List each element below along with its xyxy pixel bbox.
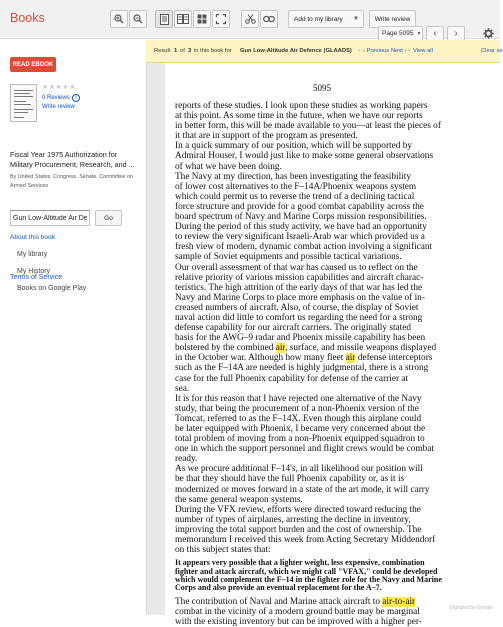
top-toolbar: [0, 0, 500, 39]
page-line-text: Admiral Houser, I would just like to make some general observations: [175, 151, 434, 162]
page-line-text: case for the full Phoenix capability for defense of the carrier at: [175, 373, 409, 384]
page-line-text: During the period of this study activity, we have had an opportunity: [175, 222, 427, 233]
page-line-text: It is for this reason that I have rejected one alternative of the Navy: [175, 393, 422, 404]
page-line: [175, 434, 497, 444]
page-line: [175, 151, 497, 161]
page-line-text: The Navy at my direction, has been investigating the feasibility: [175, 171, 411, 182]
page-line: [175, 464, 497, 474]
page-line-text: fighter and attack aircraft, which we might call "VFAX," could be developed: [175, 566, 438, 576]
page-line-text: total problem of moving from a non-Phoenix equipped squadron to: [175, 434, 425, 445]
scissors-icon: [245, 14, 256, 24]
zoom-out-button[interactable]: [129, 10, 147, 28]
page-line: [175, 525, 497, 535]
page-line: [175, 121, 497, 131]
page-line: [175, 444, 497, 454]
book-page[interactable]: [165, 63, 501, 627]
page-line: [175, 212, 497, 222]
fullscreen-icon: [216, 14, 226, 24]
page-line: [175, 505, 497, 515]
book-cover-thumbnail[interactable]: [10, 84, 37, 122]
read-ebook-button[interactable]: READ EBOOK: [10, 57, 56, 72]
page-line: [175, 252, 497, 262]
write-review-link[interactable]: Write review: [42, 104, 75, 110]
chevron-left-icon: ‹: [433, 27, 437, 39]
result-query: Gun Low-Altitude Air Defence (GLAADS): [240, 48, 352, 54]
write-review-label: Write review: [374, 15, 411, 23]
page-line: [175, 545, 497, 555]
page-line: [175, 584, 497, 592]
about-this-book-link[interactable]: About this book: [10, 234, 55, 241]
page-line-text: In a quick summary of our position, which will be supported by: [175, 141, 413, 152]
page-line: [175, 242, 497, 252]
result-prefix: Result: [154, 48, 171, 54]
terms-of-service-link[interactable]: Terms of Service: [10, 274, 63, 281]
page-line: [175, 374, 497, 384]
page-line: [175, 353, 497, 363]
result-index: 1: [174, 48, 178, 54]
thumbnail-view-button[interactable]: [193, 10, 211, 28]
page-line-text: Tomcat, referred to as the F–14X. Even though this airplane could: [175, 413, 422, 424]
chevron-down-icon: ▼: [416, 30, 422, 37]
chevron-right-icon: ›: [454, 27, 458, 39]
page-line: [175, 141, 497, 151]
page-line-text: teristics. The high attrition of the early days of that war has led the: [175, 282, 423, 293]
page-line: [175, 263, 497, 273]
page-line-text: bolstered by the combined: [175, 343, 276, 354]
page-line: [175, 303, 497, 313]
page-line-text: Navy and Marine Corps to place more emphasis on the value of in-: [175, 292, 425, 303]
page-line: [175, 323, 497, 333]
link-icon: [263, 15, 275, 23]
page-line: [175, 172, 497, 182]
chevron-down-icon: ▼: [353, 16, 359, 22]
rating-stars[interactable]: ★★★★★: [42, 84, 76, 91]
zoom-in-button[interactable]: [110, 10, 128, 28]
add-to-library-label: Add to my library: [294, 15, 343, 23]
go-button[interactable]: Go: [95, 210, 122, 226]
page-line-text: force structure and provide for a good combat capability across the: [175, 201, 424, 212]
page-line-text: it that are in support of the program as presented.: [175, 131, 358, 142]
page-line: [175, 404, 497, 414]
sidebar: [0, 40, 146, 615]
gear-icon: [483, 28, 494, 39]
page-line-text: at this point. As some time in the future, when we have our reports: [175, 111, 423, 122]
add-to-library-dropdown[interactable]: [288, 10, 364, 28]
page-line-text: be that they should have the full Phoenix capability or, as it is: [175, 474, 405, 485]
page-line: [175, 182, 497, 192]
book-title: Fiscal Year 1975 Authorization for Military Procurement, Research, and ...: [10, 150, 135, 169]
page-line: [175, 222, 497, 232]
clip-button[interactable]: [241, 10, 259, 28]
page-text: [175, 101, 497, 627]
result-total: 3: [188, 48, 192, 54]
two-page-icon: [177, 14, 189, 24]
page-line: [175, 617, 497, 627]
result-separator: -: [408, 48, 410, 54]
page-line-text: be later equipped with Phoenix, I became very concerned about the: [175, 424, 426, 434]
page-line: [175, 293, 497, 303]
page-line: [175, 454, 497, 464]
page-line: [175, 424, 497, 434]
previous-result-link[interactable]: ‹ Previous: [363, 48, 390, 54]
search-in-book-input[interactable]: [10, 210, 90, 226]
search-highlight: air-to-air: [382, 596, 416, 607]
settings-button[interactable]: [478, 26, 498, 41]
page-line: [175, 515, 497, 525]
result-of: of: [180, 48, 185, 54]
page-line-text: with the existing inventory but can be improved with a higher per-: [175, 616, 422, 627]
digitized-watermark: Digitized by Google: [449, 605, 493, 611]
page-line-text: memorandum I received this week from Acting Secretary Middendorf: [175, 535, 436, 546]
page-line: [175, 414, 497, 424]
page-line-text: naval action did little to comfort us regarding the need for a strong: [175, 312, 423, 323]
page-line: [175, 101, 497, 111]
page-line: [175, 111, 497, 121]
single-page-icon: [160, 14, 169, 25]
page-line-text: During the VFX review, efforts were directed toward reducing the: [175, 504, 421, 515]
page-line-text: reports of these studies. I look upon these studies as working papers: [175, 101, 428, 111]
book-author: By United States. Congress. Senate. Committee on Armed Services: [10, 174, 133, 189]
search-highlight: air: [345, 353, 356, 364]
reviews-link[interactable]: 0 Reviews: [42, 95, 70, 101]
page-line-text: Corps and also provide an eventual replacement for the A–7.: [175, 583, 382, 593]
page-line-text: which could permit us to reverse the trend of a declining tactical: [175, 191, 415, 202]
fullscreen-button[interactable]: [212, 10, 230, 28]
page-line-text: relative priority of various mission capabilities and aircraft charac-: [175, 272, 424, 283]
sidebar-item-my-history[interactable]: My History: [17, 268, 51, 275]
page-line-text: modernized or moves forward in a state of the art mode, it will carry: [175, 484, 430, 495]
page-line: [175, 495, 497, 505]
page-line-text: defense interceptors: [355, 353, 433, 364]
page-line: [175, 343, 497, 353]
page-line: [175, 202, 497, 212]
page-line-text: As we procure additional F–14's, in all likelihood our position will: [175, 464, 423, 475]
page-line: [175, 273, 497, 283]
page-line-text: one in which the support personnel and flight crews would be combat: [175, 444, 434, 455]
page-line-text: of what we have been doing.: [175, 161, 282, 172]
page-number: 5095: [313, 83, 331, 93]
page-line: [175, 333, 497, 343]
grid-icon: [197, 14, 207, 24]
page-line: [175, 363, 497, 373]
page-line-text: defense capability for our aircraft carriers. The originally stated: [175, 323, 412, 334]
page-line: [175, 192, 497, 202]
page-line: [175, 131, 497, 141]
result-separator: -: [358, 48, 360, 54]
page-line: [175, 283, 497, 293]
page-line-text: creased numbers of aircraft. Also, of course, the display of Soviet: [175, 302, 419, 313]
view-all-results-link[interactable]: View all: [413, 48, 433, 54]
page-line-text: It appears very possible that a lighter weight, less expensive, combination: [175, 558, 425, 568]
page-line-text: fresh view of modern, dynamic combat action involving a significant: [175, 242, 433, 253]
page-line-text: basis for the AWG–9 radar and Phoenix missile capability has been: [175, 333, 426, 344]
page-selector[interactable]: [378, 26, 423, 41]
page-line: [175, 535, 497, 545]
sidebar-item-google-play[interactable]: Books on Google Play: [17, 285, 87, 292]
result-middle: in this book for: [194, 48, 232, 54]
book-viewer[interactable]: [146, 63, 500, 627]
page-line-text: to review the very significant Israeli-Arab war which provided us a: [175, 232, 425, 243]
page-line-text: The contribution of Naval and Marine attack aircraft to: [175, 596, 383, 607]
page-line-text: ready.: [175, 454, 198, 465]
next-page-button[interactable]: [447, 26, 465, 41]
page-line: [175, 474, 497, 484]
clear-search-link[interactable]: Clear se: [481, 48, 503, 54]
page-line: [175, 384, 497, 394]
single-page-view-button[interactable]: [155, 10, 173, 28]
link-button[interactable]: [260, 10, 278, 28]
search-result-bar: [146, 40, 503, 63]
page-line: [175, 485, 497, 495]
page-line: [175, 313, 497, 323]
page-line-text: on this subject states that:: [175, 545, 271, 556]
page-line-text: in better form, this will be made available to you—at least the pieces of: [175, 121, 441, 132]
page-line-text: study, that being the procurement of a non-Phoenix version of the: [175, 403, 419, 414]
page-line-text: which would complement the F–14 in the fighter role for the Navy and Marine: [175, 575, 442, 584]
page-line-text: combat in the vicinity of a modern ground battle may be marginal: [175, 606, 420, 617]
page-line-text: of lower cost alternatives to the F–14A/Phoenix weapons system: [175, 181, 417, 192]
zoom-in-icon: [114, 14, 124, 24]
page-line-text: in the October war. Although how many fleet: [175, 353, 346, 364]
two-page-view-button[interactable]: [174, 10, 192, 28]
page-line: [175, 394, 497, 404]
page-line-text: Our overall assessment of that war has caused us to reflect on the: [175, 262, 418, 273]
page-selector-label: Page 5095: [382, 30, 414, 37]
search-highlight: air: [275, 343, 286, 354]
page-line-text: board spectrum of Navy and Marine Corps mission responsibilities.: [175, 212, 427, 223]
page-line-text: number of types of airplanes, arresting the decline in inventory,: [175, 514, 411, 525]
info-icon[interactable]: i: [72, 94, 80, 102]
page-line-text: sample of Soviet equipments and possible tactical variations.: [175, 252, 402, 263]
zoom-out-icon: [133, 14, 143, 24]
previous-page-button[interactable]: [426, 26, 444, 41]
page-line-text: such as the F–14A are needed is highly judgmental, there is a strong: [175, 363, 429, 374]
books-logo[interactable]: Books: [10, 11, 45, 25]
page-line-text: improving the total support burden and the cost of ownership. The: [175, 524, 422, 535]
page-line: [175, 232, 497, 242]
page-line-text: , surface, and missile weapons displayed: [285, 343, 437, 354]
sidebar-item-my-library[interactable]: My library: [17, 251, 48, 258]
next-result-link[interactable]: Next ›: [391, 48, 407, 54]
page-line: [175, 162, 497, 172]
page-line-text: the same general weapon systems.: [175, 494, 303, 505]
page-line-text: sea.: [175, 383, 190, 394]
